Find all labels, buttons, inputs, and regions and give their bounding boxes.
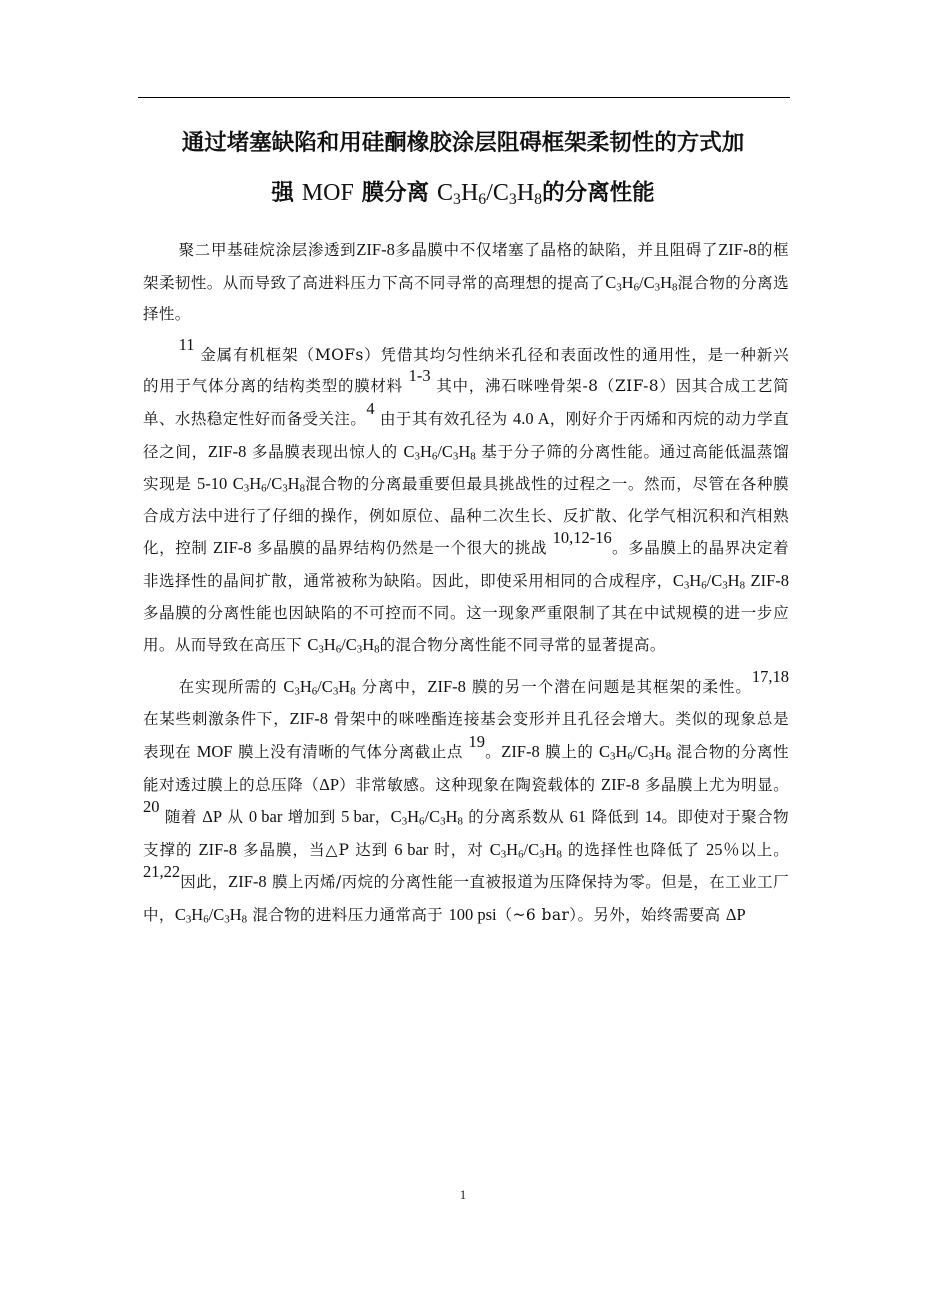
- document-title: [120, 118, 806, 218]
- c3h6-c3h8-formula: $C_3H_6/C_3H_8$: [489, 839, 562, 861]
- citation: 17,18: [751, 666, 790, 686]
- c3h6-c3h8-formula: $C_3H_6/C_3H_8$: [174, 904, 248, 926]
- c3h6-c3h8-formula: $C_3H_6/C_3H_8$: [437, 180, 543, 208]
- title-text: MOF: [301, 180, 354, 206]
- title-line-1: 通过堵塞缺陷和用硅酮橡胶涂层阻碍框架柔韧性的方式加: [181, 130, 745, 156]
- citation: 10,12-16: [552, 528, 612, 548]
- c3h6-c3h8-formula: $C_3H_6/C_3H_8$: [283, 676, 356, 698]
- c3h6-c3h8-formula: $C_3H_6/C_3H_8$: [390, 807, 463, 828]
- page-number: 1: [459, 1187, 467, 1202]
- citation: 11: [178, 334, 195, 354]
- citation: 20: [143, 797, 160, 817]
- paragraph-3: 在实现所需的 $C_3H_6/C_3H_8$ 分离中，ZIF-8 膜的另一个潜在问题是其框架的柔性。$^{17,18}$ 在某些刺激条件下，ZIF-8 骨架中的咪唑酯连接基会变形并且孔径会增大。类似的现象总是表现在 MOF 膜上没有清晰的气体分离截止点 $^{19}$。ZIF-8 膜上的 $C_3H_6/C_3H_8$ 混合物的分离性能对透过膜上的总压降（ΔP）非常敏感。这种现象在陶瓷载体的 ZIF-8 多晶膜上尤为明显。$^{20}$ 随着 ΔP 从 0 bar 增加到 5 bar，$C_3H_6/C_3H_8$ 的分离系数从 61 降低到 14。即使对于聚合物支撑的 ZIF-8 多晶膜，当△P 达到 6 bar 时，对 $C_3H_6/C_3H_8$ 的选择性也降低了 25％以上。$^{21,22}$因此，ZIF-8 膜上丙烯/丙烷的分离性能一直被报道为压降保持为零。但是，在工业工厂中，$C_3H_6/C_3H_8$ 混合物的进料压力通常高于 100 psi（~6 bar）。另外，始终需要高 ΔP: [143, 666, 790, 926]
- header-rule: [138, 97, 790, 98]
- title-line-2: [120, 168, 806, 218]
- c3h6-c3h8-formula: $C_3H_6/C_3H_8$: [232, 474, 305, 495]
- citation: 21,22: [143, 862, 181, 882]
- c3h6-c3h8-formula: $C_3H_6/C_3H_8$: [307, 635, 380, 656]
- c3h6-c3h8-formula: $C_3H_6/C_3H_8$: [672, 570, 746, 592]
- citation: 1-3: [408, 366, 431, 386]
- citation: 19: [468, 732, 485, 752]
- title-text: 强: [271, 180, 294, 206]
- c3h6-c3h8-formula: $C_3H_6/C_3H_8$: [605, 272, 678, 294]
- document-body: [143, 234, 789, 940]
- citation: 4: [366, 399, 375, 419]
- c3h6-c3h8-formula: $C_3H_6/C_3H_8$: [403, 441, 476, 463]
- paragraph-2: $^{11}$ 金属有机框架（MOFs）凭借其均匀性纳米孔径和表面改性的通用性，是一种新兴的用于气体分离的结构类型的膜材料 $^{1-3}$ 其中，沸石咪唑骨架-8（ZIF-8）因其合成工艺简单、水热稳定性好而备受关注。$^4$ 由于其有效孔径为 4.0 A，刚好介于丙烯和丙烷的动力学直径之间，ZIF-8 多晶膜表现出惊人的 $C_3H_6/C_3H_8$ 基于分子筛的分离性能。通过高能低温蒸馏实现是 5-10 $C_3H_6/C_3H_8$混合物的分离最重要但最具挑战性的过程之一。然而，尽管在各种膜合成方法中进行了仔细的操作，例如原位、晶种二次生长、反扩散、化学气相沉积和汽相熟化，控制 ZIF-8 多晶膜的晶界结构仍然是一个很大的挑战 $^{10,12-16}$。多晶膜上的晶界决定着非选择性的晶间扩散，通常被称为缺陷。因此，即使采用相同的合成程序，$C_3H_6/C_3H_8$ ZIF-8 多晶膜的分离性能也因缺陷的不可控而不同。这一现象严重限制了其在中试规模的进一步应用。从而导致在高压下 $C_3H_6/C_3H_8$的混合物分离性能不同寻常的显著提高。: [143, 334, 790, 656]
- title-text: 的分离性能: [542, 180, 655, 206]
- title-text: 膜分离: [361, 180, 430, 206]
- paragraph-1: 聚二甲基硅烷涂层渗透到ZIF-8多晶膜中不仅堵塞了晶格的缺陷，并且阻碍了ZIF-8的框架柔韧性。从而导致了高进料压力下高不同寻常的高理想的提高了$C_3H_6/C_3H_8$混合物的分离选择性。: [143, 240, 789, 324]
- c3h6-c3h8-formula: $C_3H_6/C_3H_8$: [598, 741, 672, 763]
